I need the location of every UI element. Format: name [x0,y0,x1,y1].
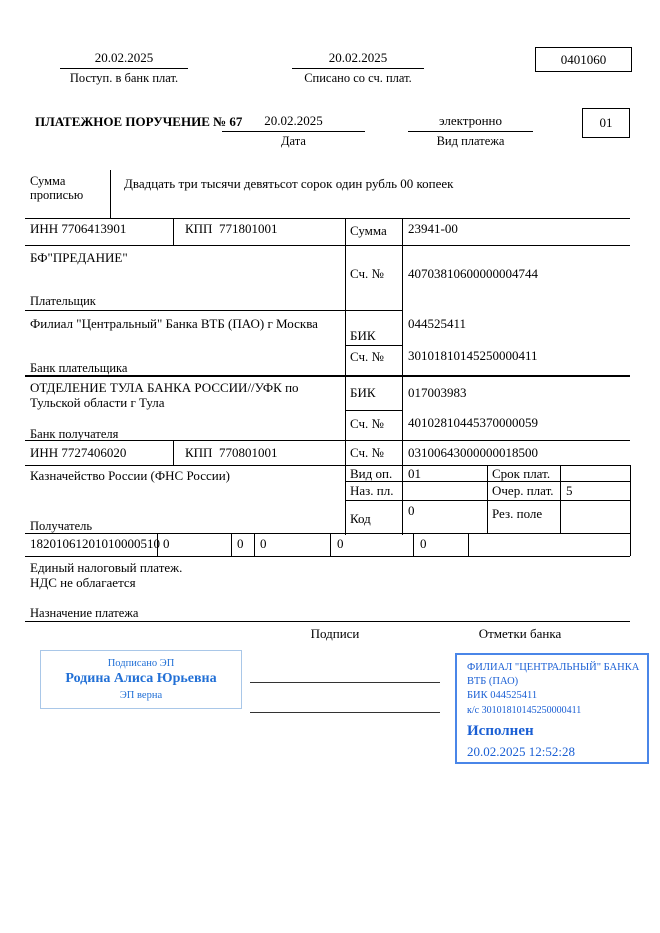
status-code-box: 01 [582,108,630,138]
received-date-label: Поступ. в банк плат. [69,71,179,85]
table-line [25,310,402,311]
table-line [345,500,630,501]
payer-bank-label: Банк плательщика [30,361,128,375]
table-line [231,533,232,556]
signature-line [250,712,440,713]
sum-label: Сумма [350,223,387,238]
payer-bank-account: 30101810145250000411 [408,348,538,363]
sum-value: 23941-00 [408,221,458,236]
beneficiary-bank-label: Банк получателя [30,427,119,441]
beneficiary-bank-account: 40102810445370000059 [408,415,538,430]
document-title: ПЛАТЕЖНОЕ ПОРУЧЕНИЕ № 67 [35,114,243,129]
signature-stamp-name: Родина Алиса Юрьевна [65,671,217,686]
bank-stamp-line-2: ВТБ (ПАО) [467,676,519,688]
payment-type-label: Вид платежа [436,134,505,148]
operation-type-value: 01 [408,466,421,481]
table-line [630,465,631,556]
signature-stamp-signed-label: Подписано ЭП [107,658,175,669]
table-line [25,375,630,377]
kbk-value: 18201061201010000510 [30,536,160,551]
purpose-line-1: Единый налоговый платеж. [30,560,183,575]
table-line [345,345,402,346]
table-line [25,533,630,534]
document-date-label: Дата [281,134,306,148]
treasury-account: 03100643000000018500 [408,445,538,460]
table-line [345,481,630,482]
code-label: Код [350,511,371,526]
table-line [173,218,174,245]
table-line [173,440,174,465]
payer-bank-bik-label: БИК [350,328,376,343]
table-line [330,533,331,556]
payment-basis-value: 0 [237,536,244,551]
beneficiary-label: Получатель [30,519,93,533]
payment-priority-value: 5 [566,483,573,498]
document-date-value: 0 [420,536,427,551]
beneficiary-bank-bik: 017003983 [408,385,467,400]
amount-in-words-label: Сумма прописью [30,174,84,203]
bank-stamp-status: Исполнен [467,723,534,740]
beneficiary-bank-name: ОТДЕЛЕНИЕ ТУЛА БАНКА РОССИИ//УФК по Тульской области г Тула [30,380,299,410]
table-line [25,621,630,622]
oktmo-value: 0 [163,536,170,551]
code-value: 0 [408,503,415,518]
signature-stamp [40,650,242,709]
table-line [25,556,630,557]
payment-term-label: Срок плат. [492,466,551,481]
table-line [110,170,111,218]
document-date-field: 20.02.2025 [222,113,365,132]
payer-label: Плательщик [30,294,96,308]
bank-marks-label: Отметки банка [478,626,562,641]
payment-priority-label: Очер. плат. [492,483,554,498]
payer-kpp: КПП 771801001 [185,221,278,236]
signatures-label: Подписи [310,626,360,641]
form-code-box: 0401060 [535,47,632,72]
payer-bank-bik: 044525411 [408,316,467,331]
beneficiary-name: Казначейство России (ФНС России) [30,468,230,483]
table-line [25,440,630,441]
payer-bank-name: Филиал "Центральный" Банка ВТБ (ПАО) г Москва [30,316,318,331]
table-line [25,245,630,246]
payer-account-label: Сч. № [350,266,384,281]
bank-stamp-corr-account: к/с 30101810145250000411 [467,704,582,716]
treasury-account-label: Сч. № [350,445,384,460]
debited-date-label: Списано со сч. плат. [304,71,412,85]
beneficiary-bank-bik-label: БИК [350,385,376,400]
bank-stamp-bik: БИК 044525411 [467,690,538,702]
bank-stamp-line-1: ФИЛИАЛ "ЦЕНТРАЛЬНЫЙ" БАНКА [467,662,640,673]
table-line [413,533,414,556]
payer-name: БФ"ПРЕДАНИЕ" [30,250,128,265]
beneficiary-inn: ИНН 7727406020 [30,445,127,460]
table-line [345,410,402,411]
bank-execution-stamp [455,653,649,764]
signature-stamp-valid-label: ЭП верна [119,690,163,701]
payer-bank-account-label: Сч. № [350,349,384,364]
received-date-field: 20.02.2025 [60,50,188,69]
purpose-label: Назначение платежа [30,606,139,620]
payment-type-field: электронно [408,113,533,132]
beneficiary-kpp: КПП 770801001 [185,445,278,460]
table-line [560,465,561,533]
signature-line [250,682,440,683]
table-line [487,465,488,533]
reserve-field-label: Рез. поле [492,506,543,521]
amount-in-words-value: Двадцать три тысячи девятьсот сорок один рубль 00 копеек [124,176,454,191]
payment-purpose-code-label: Наз. пл. [350,483,394,498]
document-number-value: 0 [337,536,344,551]
payer-inn: ИНН 7706413901 [30,221,127,236]
tax-period-value: 0 [260,536,267,551]
table-line [25,218,630,219]
operation-type-label: Вид оп. [350,466,393,481]
payer-account: 40703810600000004744 [408,266,538,281]
beneficiary-bank-account-label: Сч. № [350,416,384,431]
table-line [254,533,255,556]
debited-date-field: 20.02.2025 [292,50,424,69]
purpose-line-2: НДС не облагается [30,575,136,590]
table-line [468,533,469,556]
bank-stamp-datetime: 20.02.2025 12:52:28 [467,744,575,760]
